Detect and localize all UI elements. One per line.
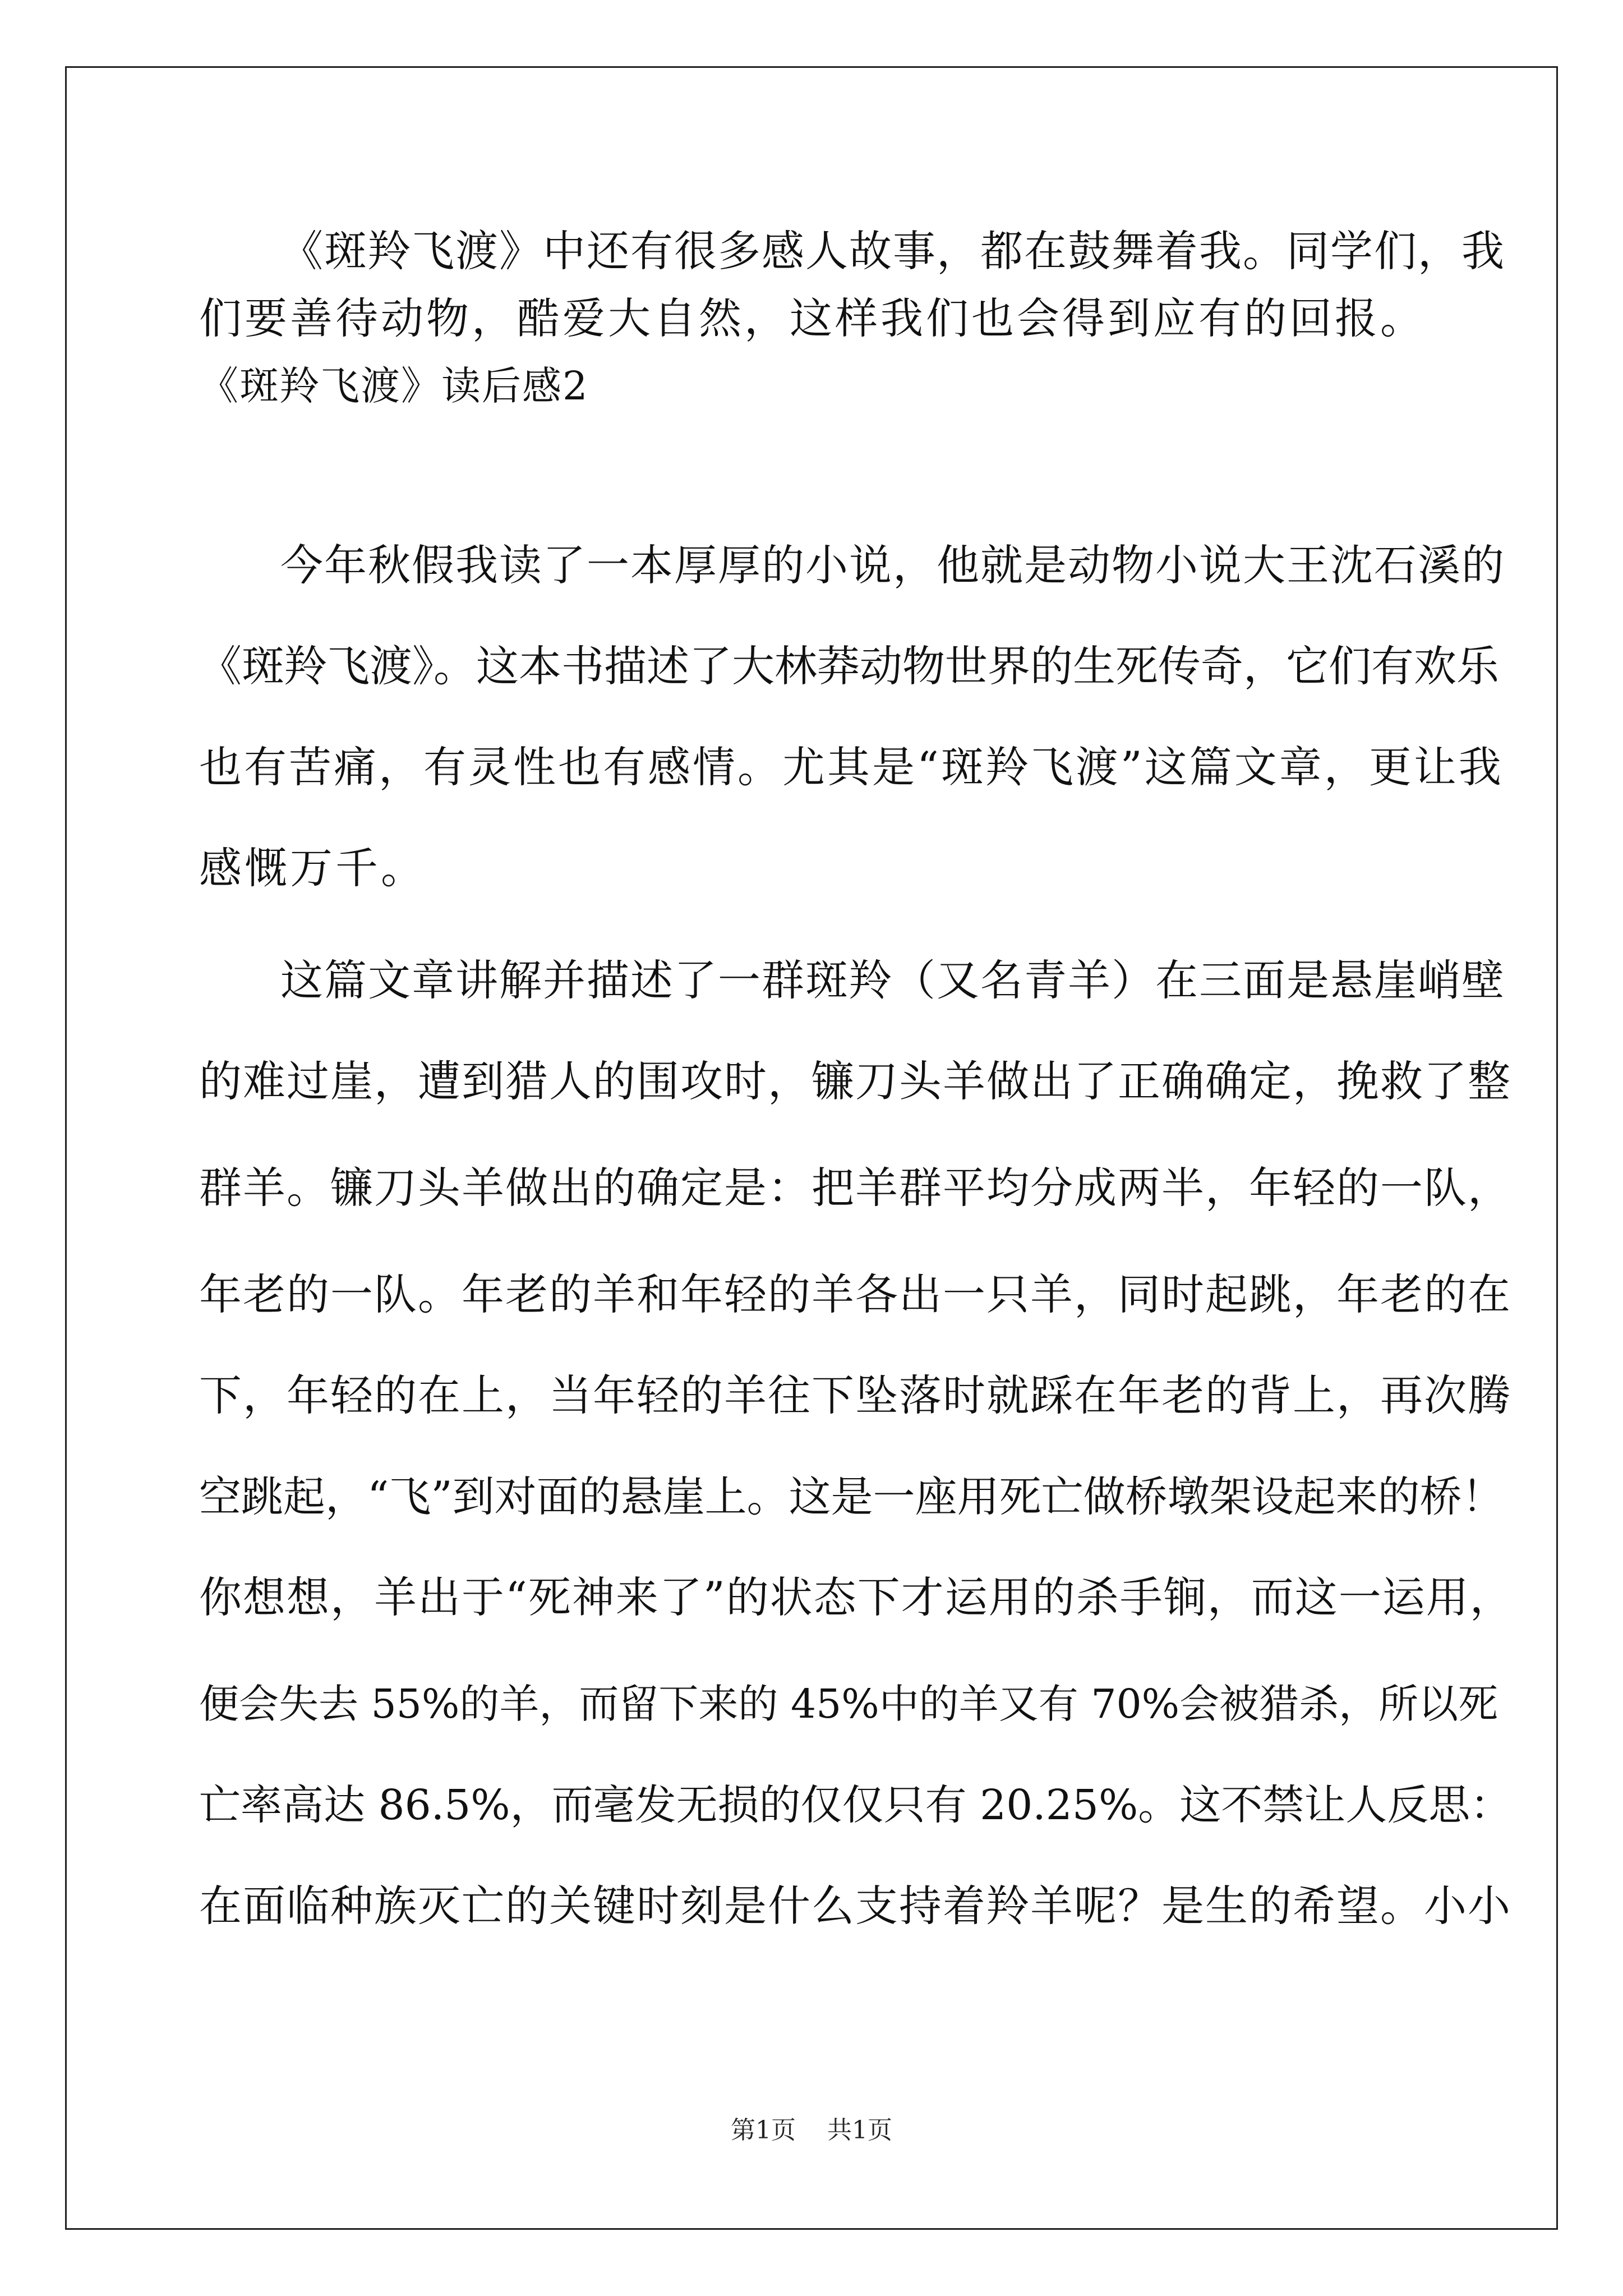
paragraph-2-line-1: 今年秋假我读了一本厚厚的小说，他就是动物小说大王沈石溪的 — [280, 540, 1505, 590]
paragraph-3-line-10: 在面临种族灭亡的关键时刻是什么支持着羚羊呢？是生的希望。小小 — [199, 1881, 1511, 1931]
paragraph-1-line-1: 《斑羚飞渡》中还有很多感人故事，都在鼓舞着我。同学们，我 — [280, 226, 1505, 276]
paragraph-3-line-9: 亡率高达 86.5%，而毫发无损的仅仅只有 20.25%。这不禁让人反思： — [199, 1781, 1512, 1829]
paragraph-3-line-1: 这篇文章讲解并描述了一群斑羚（又名青羊）在三面是悬崖峭壁 — [280, 955, 1505, 1005]
paragraph-2-line-2: 《斑羚飞渡》。这本书描述了大林莽动物世界的生死传奇，它们有欢乐 — [199, 641, 1499, 691]
paragraph-2-line-4: 感慨万千。 — [199, 843, 426, 893]
paragraph-2-line-3: 也有苦痛，有灵性也有感情。尤其是“斑羚飞渡”这篇文章，更让我 — [199, 742, 1504, 792]
paragraph-3-line-6: 空跳起，“飞”到对面的悬崖上。这是一座用死亡做桥墩架设起来的桥！ — [199, 1472, 1504, 1521]
paragraph-3-line-7: 你想想，羊出于“死神来了”的状态下才运用的杀手锏，而这一运用， — [199, 1572, 1514, 1622]
section-heading: 《斑羚飞渡》读后感2 — [199, 363, 589, 409]
paragraph-3-line-4: 年老的一队。年老的羊和年轻的羊各出一只羊，同时起跳，年老的在 — [199, 1269, 1511, 1319]
page-footer: 第1页 共1页 — [731, 2116, 892, 2145]
paragraph-3-line-2: 的难过崖，遭到猎人的围攻时，镰刀头羊做出了正确确定，挽救了整 — [199, 1056, 1511, 1106]
paragraph-3-line-3: 群羊。镰刀头羊做出的确定是：把羊群平均分成两半，年轻的一队， — [199, 1163, 1511, 1213]
paragraph-3-line-8: 便会失去 55%的羊，而留下来的 45%中的羊又有 70%会被猎杀，所以死 — [199, 1681, 1498, 1727]
paragraph-3-line-5: 下，年轻的在上，当年轻的羊往下坠落时就踩在年老的背上，再次腾 — [199, 1370, 1511, 1420]
paragraph-1-line-2: 们要善待动物，酷爱大自然，这样我们也会得到应有的回报。 — [199, 293, 1426, 343]
